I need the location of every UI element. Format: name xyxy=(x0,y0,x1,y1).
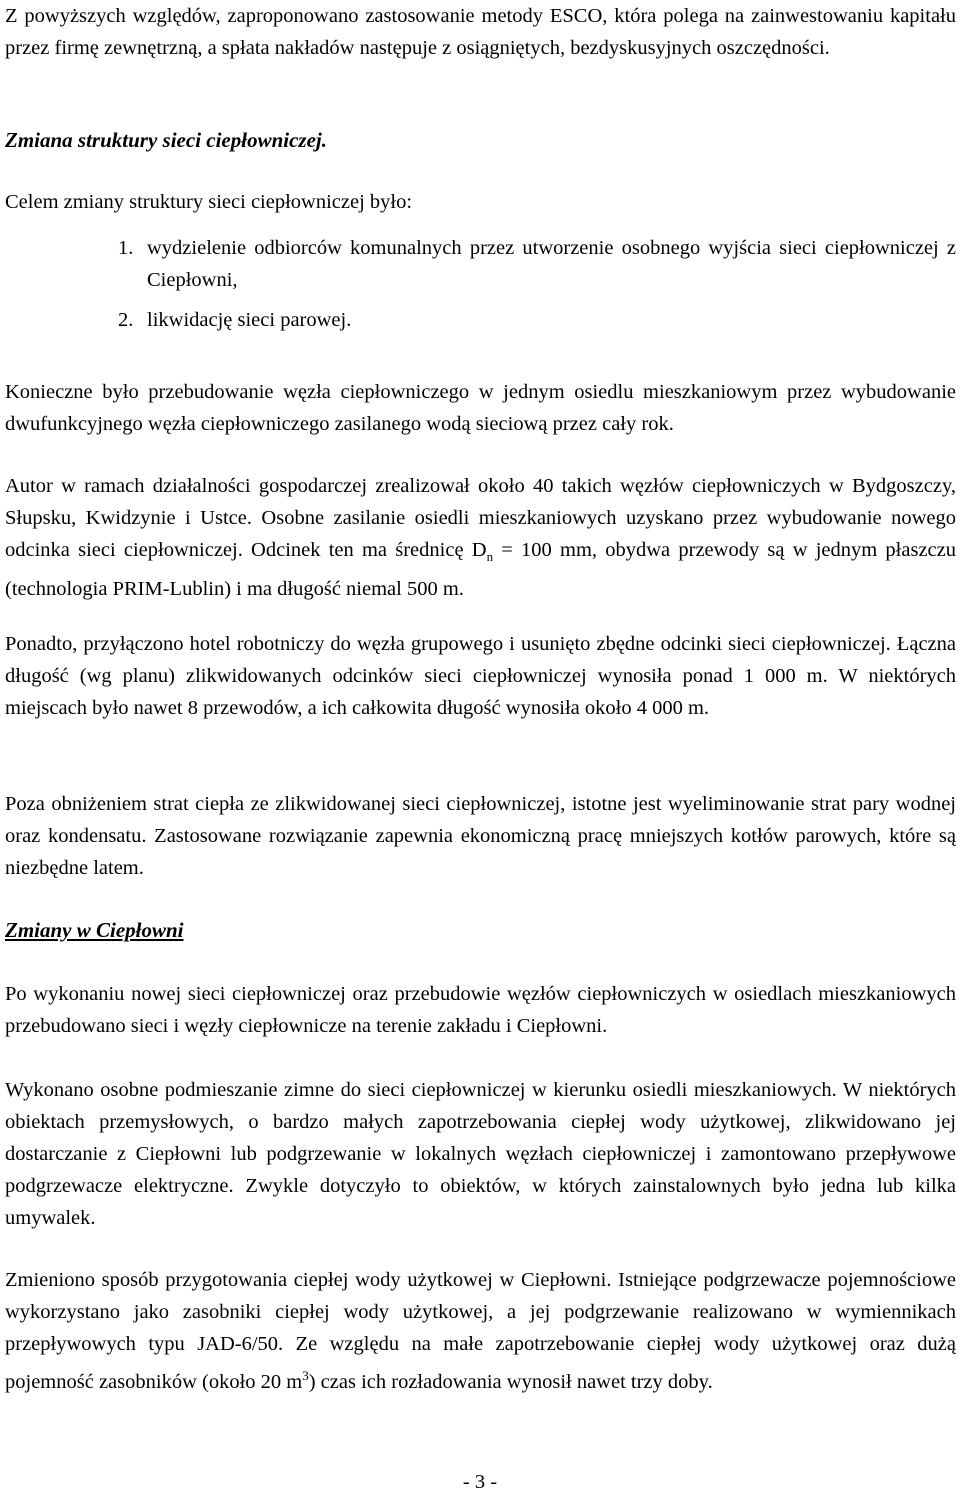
paragraph-esco: Z powyższych względów, zaproponowano zastosowanie metody ESCO, która polega na zainwestowaniu kapitału przez firmę zewnętrzną, a spłata nakładów następuje z osiągniętych, bezdyskusyjnych oszczędności. xyxy=(5,5,956,59)
paragraph-mixing: Wykonano osobne podmieszanie zimne do sieci ciepłowniczej w kierunku osiedli mieszkaniowych. W niektórych obiektach przemysłowych, o bardzo małych zapotrzebowania ciepłej wody użytkowej, zlikwidowano jej dostarczanie z Ciepłowni lub podgrzewanie w lokalnych węzłach ciepłowniczej i zamontowano przepływowe podgrzewacze elektryczne. Zwykle dotyczyło to obiektów, w których zainstalownych było jedna lub kilka umywalek. xyxy=(5,1079,956,1229)
paragraph-text: ) czas ich rozładowania wynosił nawet trzy doby. xyxy=(308,1370,713,1393)
paragraph-goal-intro: Celem zmiany struktury sieci ciepłowniczej było: xyxy=(5,191,413,213)
paragraph-author-nodes xyxy=(5,470,956,605)
list-number: 1. xyxy=(118,237,134,259)
heading-heating-plant-changes: Zmiany w Ciepłowni xyxy=(5,918,184,942)
heading-network-structure: Zmiana struktury sieci ciepłowniczej. xyxy=(5,128,328,152)
paragraph-text: = 100 mm, obydwa przewody są w jednym płaszczu (technologia PRIM-Lublin) i ma długość niemal 500 m. xyxy=(5,539,956,601)
page-number: - 3 - xyxy=(462,1471,498,1493)
paragraph-hot-water xyxy=(5,1264,956,1398)
paragraph-rebuild-plant: Po wykonaniu nowej sieci ciepłowniczej oraz przebudowie węzłów ciepłowniczych w osiedlach mieszkaniowych przebudowano sieci i węzły ciepłownicze na terenie zakładu i Ciepłowni. xyxy=(5,983,956,1037)
list-text: wydzielenie odbiorców komunalnych przez utworzenie osobnego wyjścia sieci ciepłowniczej z Ciepłowni, xyxy=(147,237,956,291)
paragraph-node-rebuild: Konieczne było przebudowanie węzła ciepłowniczego w jednym osiedlu mieszkaniowym przez wybudowanie dwufunkcyjnego węzła ciepłowniczego zasilanego wodą sieciową przez cały rok. xyxy=(5,381,956,435)
paragraph-losses: Poza obniżeniem strat ciepła ze zlikwidowanej sieci ciepłowniczej, istotne jest wyeliminowanie strat pary wodnej oraz kondensatu. Zastosowane rozwiązanie zapewnia ekonomiczną pracę mniejszych kotłów parowych, które są niezbędne latem. xyxy=(5,793,956,879)
paragraph-text: Autor w ramach działalności gospodarczej zrealizował około 40 takich węzłów ciepłowniczych w Bydgoszczy, Słupsku, Kwidzynie i Ustce. Osobne zasilanie osiedli mieszkaniowych uzyskano przez wybudowanie nowego odcinka sieci ciepłowniczej. Odcinek ten ma średnicę D xyxy=(5,475,956,561)
list-text: likwidację sieci parowej. xyxy=(147,309,352,331)
list-number: 2. xyxy=(118,309,134,331)
paragraph-text: Zmieniono sposób przygotowania ciepłej wody użytkowej w Ciepłowni. Istniejące podgrzewacze pojemnościowe wykorzystano jako zasobniki ciepłej wody użytkowej, a jej podgrzewanie realizowano w wymiennikach przepływowych typu JAD-6/50. Ze względu na małe zapotrzebowanie ciepłej wody użytkowej oraz dużą pojemność zasobników (około 20 m xyxy=(5,1269,956,1393)
subscript-n: n xyxy=(486,549,494,565)
superscript-3: 3 xyxy=(302,1368,309,1383)
paragraph-hotel: Ponadto, przyłączono hotel robotniczy do węzła grupowego i usunięto zbędne odcinki sieci ciepłowniczej. Łączna długość (wg planu) zlikwidowanych odcinków sieci ciepłowniczej wynosiła ponad 1 000 m. W niektórych miejscach było nawet 8 przewodów, a ich całkowita długość wynosiła około 4 000 m. xyxy=(5,633,956,719)
